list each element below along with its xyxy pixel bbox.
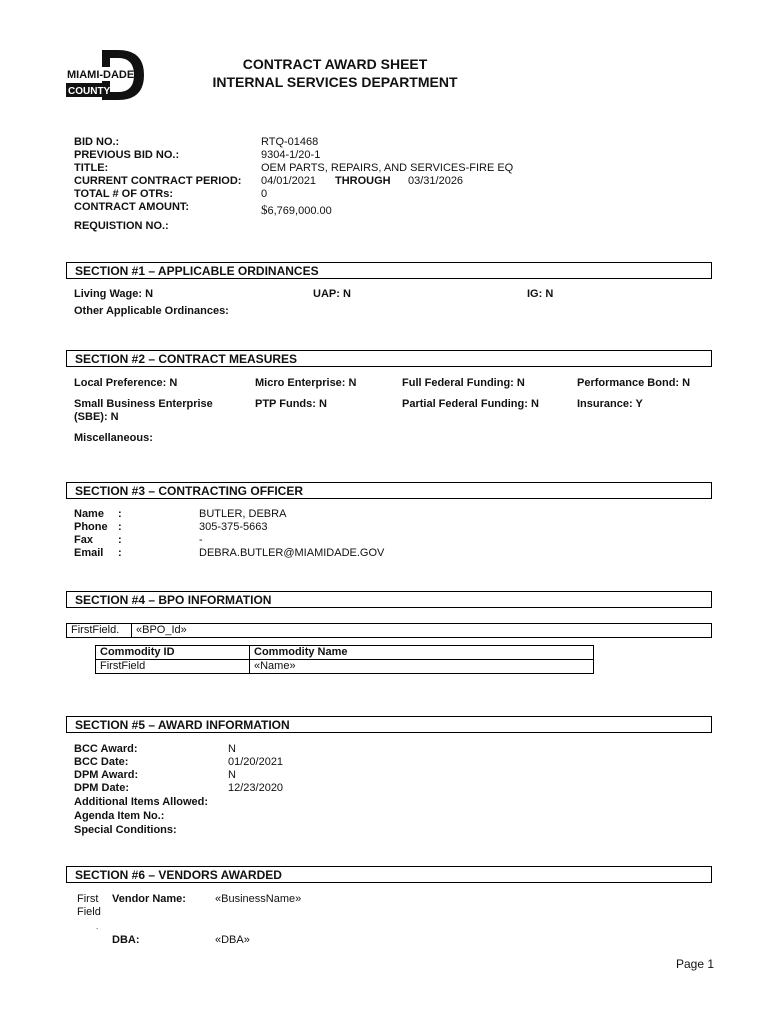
uap: UAP: N [313,288,351,300]
bid-no-label: BID NO.: [74,136,120,148]
bpo-table [66,623,712,638]
section-1-header [66,262,712,279]
officer-phone: 305-375-5663 [199,521,268,533]
prev-bid-label: PREVIOUS BID NO.: [74,149,180,161]
insurance: Insurance: Y [577,398,643,410]
dpm-date-value: 12/23/2020 [228,782,284,794]
bpo-id: «BPO_Id» [132,624,712,638]
dpm-award-value: N [228,769,236,781]
period-start: 04/01/2021 [261,175,317,187]
colon: : [118,534,122,546]
section-3-header [66,482,712,499]
ig: IG: N [527,288,554,300]
local-preference: Local Preference: N [74,377,178,389]
colon: : [118,547,122,559]
officer-email: DEBRA.BUTLER@MIAMIDADE.GOV [199,547,385,559]
section-5-header [66,716,712,733]
dba-value: «DBA» [215,934,250,946]
full-federal-funding: Full Federal Funding: N [402,377,525,389]
vendor-name-label: Vendor Name: [112,893,186,905]
vendor-dot: . [96,922,99,931]
vendor-field: Field [77,906,101,918]
special-conditions: Special Conditions: [74,824,177,836]
section-2-header [66,350,712,367]
amount-symbol: $ [261,202,268,217]
officer-fax: - [199,534,203,546]
section-3-title: SECTION #3 – CONTRACTING OFFICER [75,484,304,498]
prev-bid-value: 9304-1/20-1 [261,149,321,161]
colon: : [118,508,122,520]
commodity-id-cell: FirstField [96,660,250,674]
partial-federal-funding: Partial Federal Funding: N [402,398,539,410]
page-title: CONTRACT AWARD SHEET [242,56,428,72]
officer-phone-label: Phone [74,521,108,533]
section-6-title: SECTION #6 – VENDORS AWARDED [75,868,282,882]
bcc-award-value: N [228,743,236,755]
title-value: OEM PARTS, REPAIRS, AND SERVICES-FIRE EQ [261,162,514,174]
dpm-date-label: DPM Date: [74,782,130,794]
section-4-header [66,591,712,608]
other-ordinances: Other Applicable Ordinances: [74,305,229,317]
miami-dade-logo [66,48,146,102]
section-1-title: SECTION #1 – APPLICABLE ORDINANCES [75,264,319,278]
period-end: 03/31/2026 [408,175,464,187]
amount-value [261,203,332,218]
vendor-name-value: «BusinessName» [215,893,302,905]
sbe-line2: (SBE): N [74,411,119,423]
agenda-item: Agenda Item No.: [74,810,165,822]
otrs-value: 0 [261,188,268,200]
officer-name: BUTLER, DEBRA [199,508,287,520]
additional-items: Additional Items Allowed: [74,796,209,808]
section-4-title: SECTION #4 – BPO INFORMATION [75,593,272,607]
bid-no-value: RTQ-01468 [261,136,319,148]
vendor-first: First [77,893,99,905]
title-label: TITLE: [74,162,109,174]
svg-text:COUNTY: COUNTY [68,86,111,97]
officer-fax-label: Fax [74,534,93,546]
commodity-name-cell: «Name» [250,660,594,674]
ptp-funds: PTP Funds: N [255,398,327,410]
commodity-id-header: Commodity ID [96,646,250,660]
svg-text:MIAMI-DADE: MIAMI-DADE [67,69,135,81]
bpo-first-field: FirstField. [67,624,132,638]
period-label: CURRENT CONTRACT PERIOD: [74,175,242,187]
table-row [96,660,594,674]
page-number: Page 1 [676,957,715,971]
otrs-label: TOTAL # OF OTRs: [74,188,174,200]
commodity-name-header: Commodity Name [250,646,594,660]
amount-label: CONTRACT AMOUNT: [74,201,190,213]
sbe-line1: Small Business Enterprise [74,398,213,410]
micro-enterprise: Micro Enterprise: N [255,377,357,389]
bcc-date-value: 01/20/2021 [228,756,284,768]
commodity-table [95,645,594,674]
dpm-award-label: DPM Award: [74,769,139,781]
period-through: THROUGH [335,175,391,187]
miscellaneous: Miscellaneous: [74,432,153,444]
bcc-award-label: BCC Award: [74,743,138,755]
amount-number: 6,769,000.00 [267,205,332,217]
colon: : [118,521,122,533]
officer-name-label: Name [74,508,104,520]
bcc-date-label: BCC Date: [74,756,129,768]
living-wage: Living Wage: N [74,288,154,300]
page-subtitle: INTERNAL SERVICES DEPARTMENT [212,74,458,90]
performance-bond: Performance Bond: N [577,377,691,389]
dba-label: DBA: [112,934,140,946]
section-2-title: SECTION #2 – CONTRACT MEASURES [75,352,298,366]
officer-email-label: Email [74,547,104,559]
section-6-header [66,866,712,883]
req-label: REQUISTION NO.: [74,220,169,232]
section-5-title: SECTION #5 – AWARD INFORMATION [75,718,290,732]
